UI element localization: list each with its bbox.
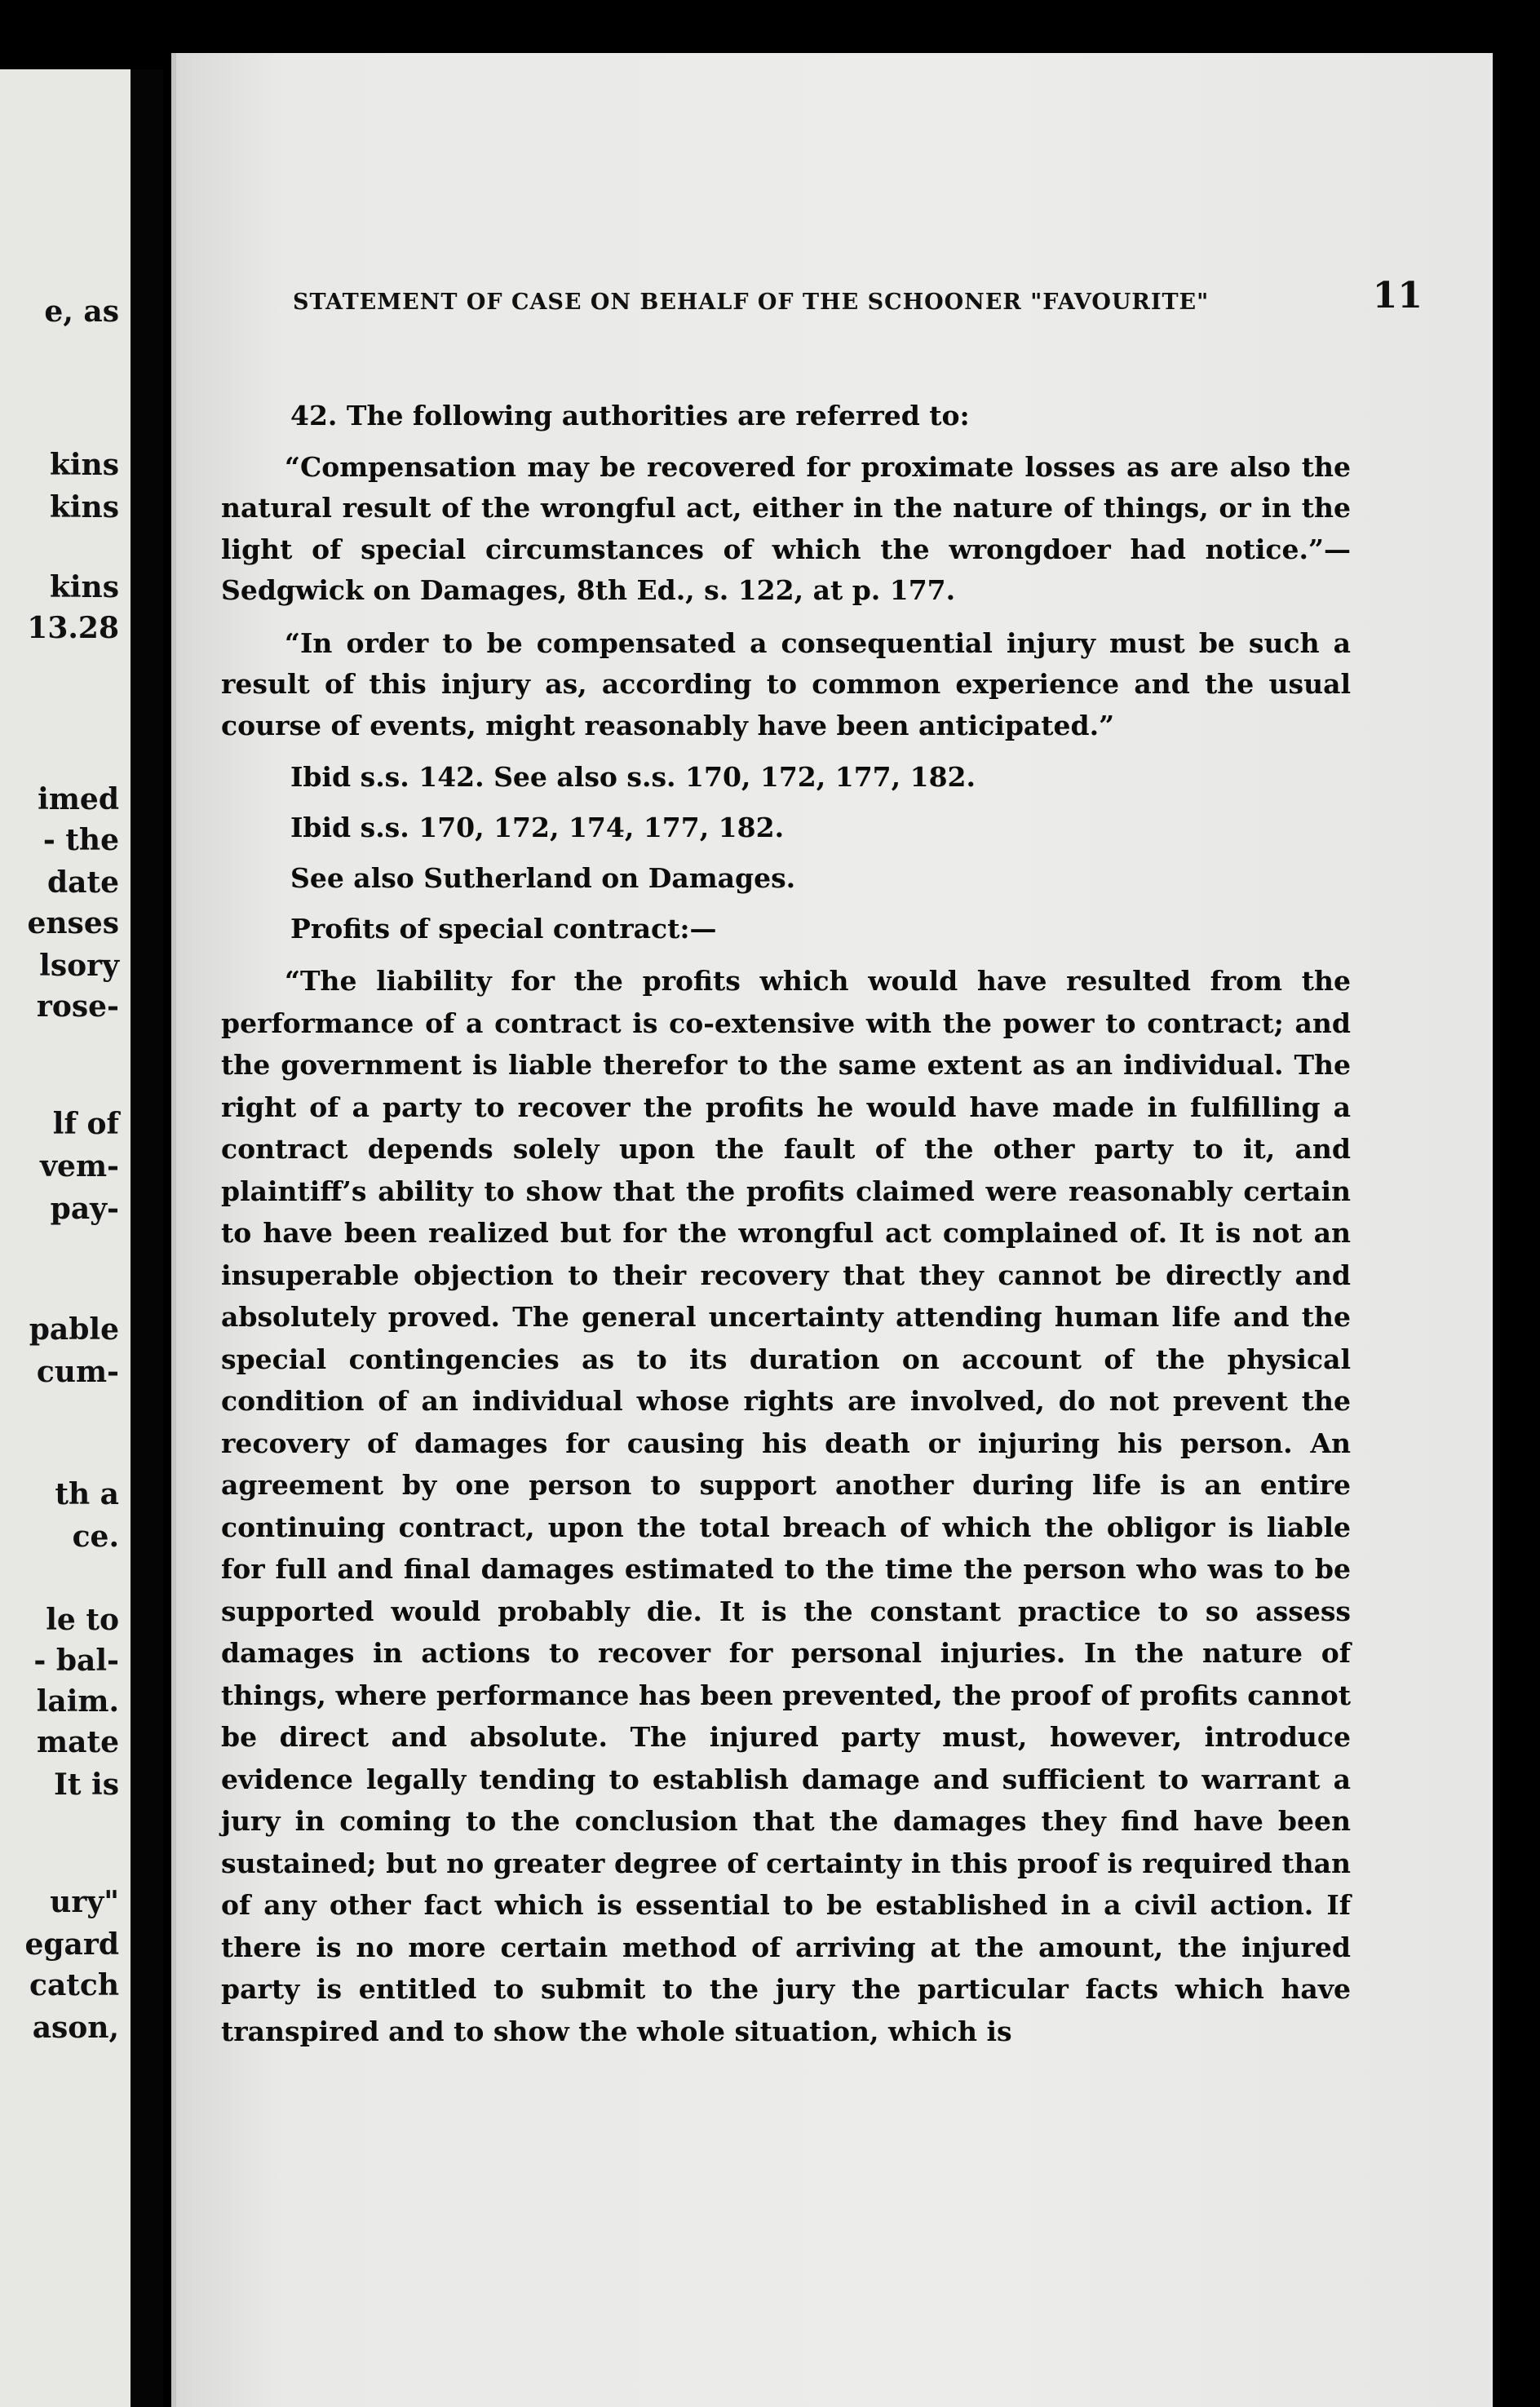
left-page-line: rose-	[36, 989, 119, 1024]
left-page-line: catch	[29, 1968, 119, 2002]
subheading-profits-special-contract: Profits of special contract:—	[290, 913, 717, 945]
left-page-line: kins	[49, 490, 119, 524]
previous-page-fragment	[0, 69, 131, 2407]
left-page-line: ury"	[50, 1885, 119, 1919]
left-page-line: laim.	[36, 1684, 119, 1719]
left-page-line: th a	[55, 1477, 119, 1511]
left-page-line: kins	[49, 448, 119, 482]
left-page-line: mate	[37, 1725, 119, 1759]
left-page-line: vem-	[40, 1149, 119, 1184]
reference-ibid-142: Ibid s.s. 142. See also s.s. 170, 172, 177, 182.	[290, 761, 976, 793]
left-page-line: enses	[27, 906, 119, 940]
left-page-line: It is	[54, 1768, 119, 1802]
paragraph-42: 42. The following authorities are referred to:	[290, 400, 970, 431]
reference-ibid-170: Ibid s.s. 170, 172, 174, 177, 182.	[290, 812, 785, 843]
running-title: STATEMENT OF CASE ON BEHALF OF THE SCHOONER "FAVOURITE"	[293, 290, 1210, 315]
quotation-sedgwick-compensation: “Compensation may be recovered for proximate losses as are also the natural result of the wrongful act, either in the nature of things, or in the light of special circumstances of which the wrongdoer had notice.”—Sedgwick on Damages, 8th Ed., s. 122, at p. 177.	[221, 450, 1351, 606]
left-page-line: 13.28	[27, 611, 119, 645]
left-page-line: lsory	[39, 949, 119, 983]
quotation-consequential-injury: “In order to be compensated a consequential injury must be such a result of this injury as, according to common experience and the usual course of events, might reasonably have been anticipated.”	[221, 626, 1351, 741]
left-page-line: ason,	[32, 2011, 119, 2045]
left-page-line: pay-	[50, 1192, 119, 1226]
left-page-line: - the	[42, 823, 119, 857]
reference-sutherland: See also Sutherland on Damages.	[290, 862, 796, 894]
page-number: 11	[1372, 275, 1423, 316]
document-page	[171, 53, 1493, 2407]
left-page-line: imed	[38, 782, 119, 816]
left-page-line: kins	[49, 570, 119, 604]
page-body	[221, 396, 1351, 2064]
left-page-line: - bal-	[33, 1644, 119, 1678]
left-page-line: ce.	[72, 1520, 119, 1554]
book-gutter	[131, 69, 163, 2407]
left-page-line: e, as	[44, 294, 119, 329]
running-header	[293, 275, 1423, 324]
left-page-line: lf of	[52, 1107, 119, 1141]
left-page-line: le to	[46, 1603, 119, 1637]
left-page-line: pable	[29, 1312, 119, 1347]
left-page-line: date	[46, 865, 119, 900]
quotation-profits-liability: “The liability for the profits which would have resulted from the performance of a contract is co-extensive with the power to contract; and the government is liable therefor to the same extent as an individual. The right of a party to recover the profits he would have made in fulfilling a contract depends solely upon the fault of the other party to it, and plaintiff’s ability to show that the profits claimed were reasonably certain to have been realized but for the wrongful act complained of. It is not an insuperable objection to their recovery that they cannot be directly and absolutely proved. The general uncertainty attending human life and the special contingencies as to its duration on account of the physical condition of an individual whose rights are involved, do not prevent the recovery of damages for causing his death or injuring his person. An agreement by one person to support another during life is an entire continuing contract, upon the total breach of which the obligor is liable for full and final damages estimated to the time the person who was to be supported would probably die. It is the constant practice to so assess damages in actions to recover for personal injuries. In the nature of things, where performance has been prevented, the proof of profits cannot be direct and absolute. The injured party must, however, introduce evidence legally tending to establish damage and sufficient to warrant a jury in coming to the conclusion that the damages they find have been sustained; but no greater degree of certainty in this proof is required than of any other fact which is essential to be established in a civil action. If there is no more certain method of arriving at the amount, the injured party is entitled to submit to the jury the particular facts which have transpired and to show the whole situation, which is	[221, 965, 1351, 2047]
left-page-line: egard	[24, 1927, 119, 1962]
left-page-line: cum-	[36, 1355, 119, 1389]
